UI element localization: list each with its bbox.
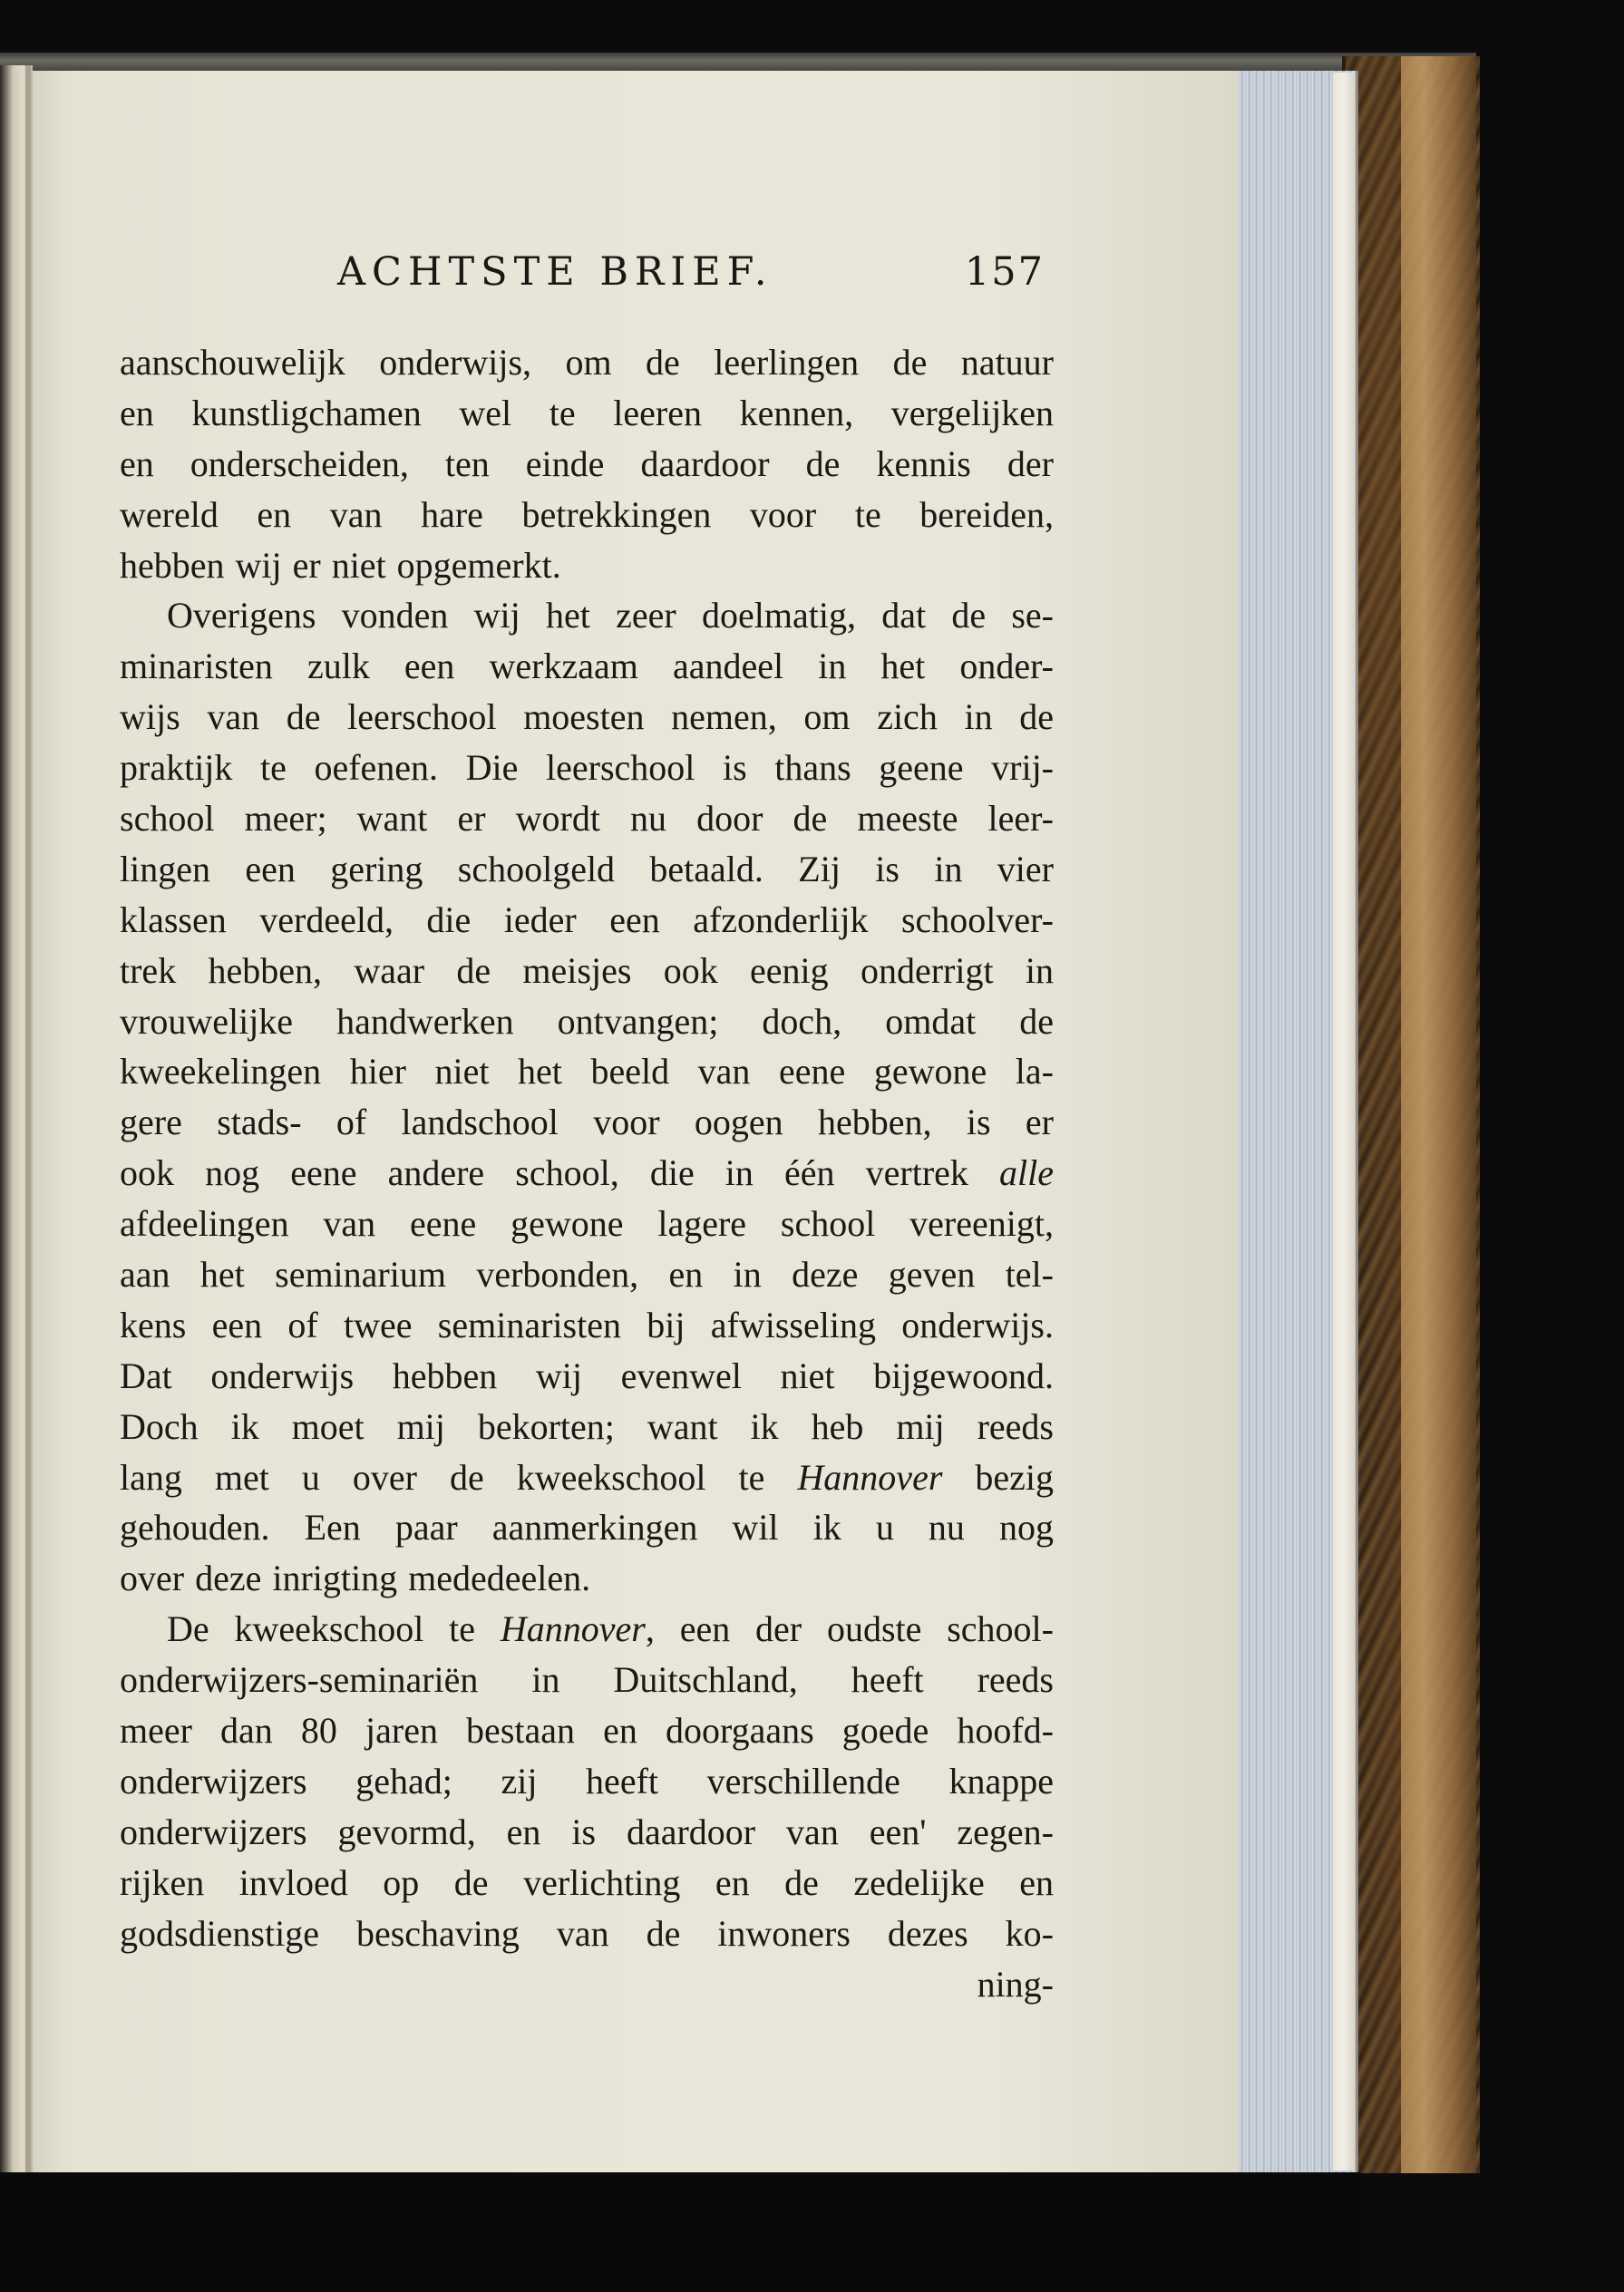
text-line: Doch ik moet mij bekorten; want ik heb mij reeds	[120, 1405, 1054, 1447]
text-line: en kunstligchamen wel te leeren kennen, vergelijken	[120, 392, 1054, 433]
body-text	[120, 337, 1054, 2009]
text-line: gere stads- of landschool voor oogen hebben, is er	[120, 1102, 1054, 1143]
catchword: ning-	[977, 1963, 1054, 2005]
text-line: afdeelingen van eene gewone lagere school vereenigt,	[120, 1203, 1054, 1245]
text-line: kweekelingen hier niet het beeld van eene gewone la-	[120, 1051, 1054, 1093]
text-line: Overigens vonden wij het zeer doelmatig, dat de se-	[167, 595, 1054, 636]
text-line: onderwijzers gehad; zij heeft verschillende knappe	[120, 1760, 1054, 1802]
chapter-title: ACHTSTE BRIEF.	[337, 249, 773, 295]
book-cover-top-edge	[0, 53, 1476, 71]
text-line-with-italic	[120, 1452, 1054, 1503]
text-line: vrouwelijke handwerken ontvangen; doch, omdat de	[120, 1000, 1054, 1042]
text-line: wereld en van hare betrekkingen voor te bereiden,	[120, 493, 1054, 535]
text-line: school meer; want er wordt nu door de meeste leer-	[120, 798, 1054, 840]
text-line: aanschouwelijk onderwijs, om de leerlingen de natuur	[120, 342, 1054, 383]
text-line: gehouden. Een paar aanmerkingen wil ik u nu nog	[120, 1507, 1054, 1549]
italic-place-name: Hannover	[797, 1456, 943, 1498]
text-line: wijs van de leerschool moesten nemen, om zich in de	[120, 696, 1054, 738]
text-line: onderwijzers-seminariën in Duitschland, heeft reeds	[120, 1659, 1054, 1701]
text-line: kens een of twee seminaristen bij afwisseling onderwijs.	[120, 1304, 1054, 1345]
text-span: De kweekschool te	[167, 1608, 476, 1650]
text-line: aan het seminarium verbonden, en in deze geven tel-	[120, 1254, 1054, 1296]
text-span: ook nog eene andere school, die in één vertrek	[120, 1152, 968, 1194]
text-line: praktijk te oefenen. Die leerschool is thans geene vrij-	[120, 747, 1054, 789]
text-line: klassen verdeeld, die ieder een afzonderlijk schoolver-	[120, 898, 1054, 940]
page-number: 157	[964, 249, 1045, 295]
text-line: over deze inrigting mededeelen.	[120, 1558, 591, 1599]
page-stack-inner	[1333, 73, 1355, 2171]
text-line: godsdienstige beschaving van de inwoners dezes ko-	[120, 1912, 1054, 1954]
text-line: hebben wij er niet opgemerkt.	[120, 544, 561, 586]
text-line: minaristen zulk een werkzaam aandeel in het onder-	[120, 646, 1054, 687]
text-span: , een der oudste school-	[645, 1608, 1054, 1650]
leather-spine-edge	[1401, 56, 1476, 2173]
text-line: Dat onderwijs hebben wij evenwel niet bijgewoond.	[120, 1355, 1054, 1396]
text-line: en onderscheiden, ten einde daardoor de kennis der	[120, 442, 1054, 484]
text-line: trek hebben, waar de meisjes ook eenig onderrigt in	[120, 949, 1054, 991]
text-line: rijken invloed op de verlichting en de zedelijke en	[120, 1861, 1054, 1903]
italic-word: alle	[999, 1152, 1054, 1194]
text-line: onderwijzers gevormd, en is daardoor van een' zegen-	[120, 1811, 1054, 1852]
background-shadow	[0, 2172, 1360, 2292]
text-line-with-italic	[120, 1148, 1054, 1199]
text-line: meer dan 80 jaren bestaan en doorgaans goede hoofd-	[120, 1710, 1054, 1752]
text-line-with-italic	[120, 1604, 1054, 1655]
italic-place-name: Hannover	[500, 1608, 646, 1650]
text-span: bezig	[975, 1456, 1055, 1498]
text-span: lang met u over de kweekschool te	[120, 1456, 765, 1498]
running-head	[337, 249, 1045, 313]
gutter-line	[25, 65, 31, 2241]
text-line: lingen een gering schoolgeld betaald. Zij is in vier	[120, 848, 1054, 889]
